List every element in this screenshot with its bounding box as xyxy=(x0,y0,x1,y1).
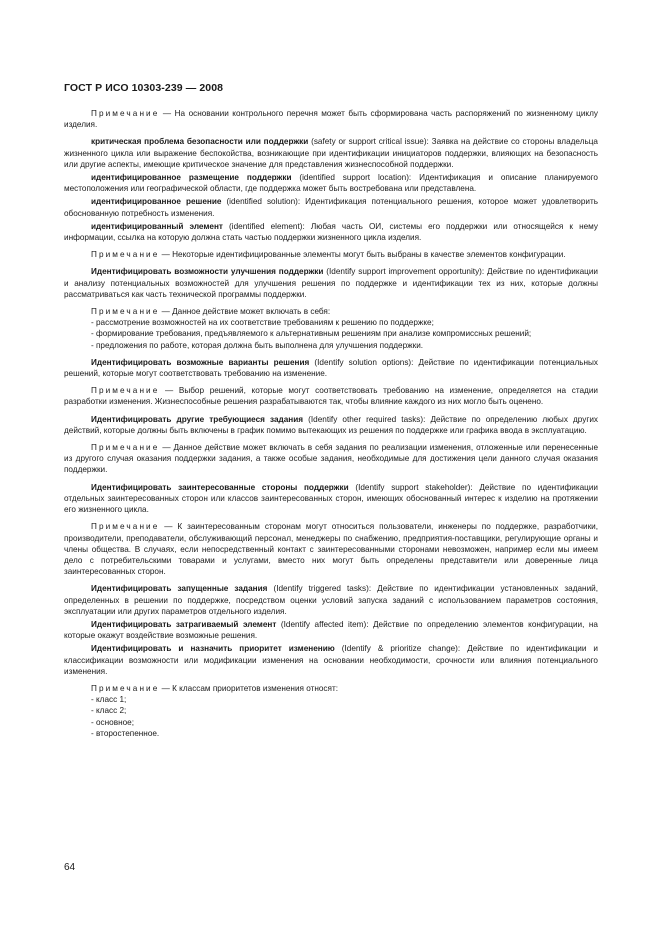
note-4: Примечание — Выбор решений, которые могут соответствовать требованию на изменение, определяется на стадии разработки изменения. Жизнеспособные решения разрабатываются так, чтобы влияние каждого из них могло быть оценено. xyxy=(64,386,598,407)
note-label: Примечание xyxy=(91,250,160,260)
note-label: Примечание xyxy=(91,443,160,453)
definition-triggered-tasks: Идентифицировать запущенные задания (Identify triggered tasks): Действие по идентификации установленных заданий, определенных в решении по поддержке, посредством оценки условий запуска заданий с использованием параметров состояния, эксплуатации или других параметров отдельного изделия. xyxy=(64,584,598,616)
definition-support-stakeholder: Идентифицировать заинтересованные стороны поддержки (Identify support stakeholder): Действие по идентификации отдельных заинтересованных сторон или классов заинтересованных сторон, имеющих обоснованный интерес к изделию на протяжении его жизненного цикла. xyxy=(64,482,598,515)
note-7: Примечание — К классам приоритетов изменения относят: xyxy=(91,683,338,693)
term: критическая проблема безопасности или поддержки xyxy=(91,137,309,147)
term: идентифицированный элемент xyxy=(91,221,223,231)
note-3: Примечание — Данное действие может включать в себя: xyxy=(91,307,331,317)
page-body xyxy=(64,108,598,739)
note-2: Примечание — Некоторые идентифицированные элементы могут быть выбраны в качестве элементов конфигурации. xyxy=(91,250,566,260)
note-1: Примечание — На основании контрольного перечня может быть сформирована часть распоряжений по жизненному циклу изделия. xyxy=(64,109,598,130)
list-item: - второстепенное. xyxy=(91,728,160,738)
term: идентифицированное решение xyxy=(91,197,222,207)
definition-affected-item: Идентифицировать затрагиваемый элемент (Identify affected item): Действие по определению элементов конфигурации, на которые окажут воздействие возможные решения. xyxy=(64,619,598,641)
note-label: Примечание xyxy=(91,307,160,317)
term: Идентифицировать возможные варианты решения xyxy=(91,357,310,367)
term: Идентифицировать возможности улучшения поддержки xyxy=(91,267,324,277)
term: идентифицированное размещение поддержки xyxy=(91,173,292,183)
definition-identified-solution: идентифицированное решение (identified solution): Идентификация потенциального решения, которое может удовлетворить обоснованную потребность изменения. xyxy=(64,197,599,218)
list-item: - основное; xyxy=(91,717,134,727)
note-label: Примечание xyxy=(91,522,160,532)
term: Идентифицировать и назначить приоритет изменению xyxy=(91,644,335,654)
note-5: Примечание — Данное действие может включать в себя задания по реализации изменения, отложенные или перенесенные из другого случая оказания поддержки задания, а также особые задания, необходимые для достижения цели данного случая оказания поддержки. xyxy=(64,443,598,475)
list-item: - класс 2; xyxy=(91,706,127,716)
note-label: Примечание xyxy=(91,683,160,693)
definition-support-improvement: Идентифицировать возможности улучшения поддержки (Identify support improvement opportunity): Действие по идентификации и анализу потенциальных возможностей для улучшения решения по поддержке и идентификации тех из них, которые должны рассматриваться как часть технической программы поддержки. xyxy=(64,267,598,299)
list-item: - предложения по работе, которая должна быть выполнена для улучшения поддержки. xyxy=(91,340,424,350)
list-item: - формирование требования, предъявляемого к альтернативным решениям при анализе компромиссных решений; xyxy=(91,329,532,339)
note-label: Примечание xyxy=(91,386,160,396)
definition-identified-element: идентифицированный элемент (identified element): Любая часть ОИ, системы его поддержки или относящейся к нему информации, ссылка на которую должна стать частью поддержки жизненного цикла изделия. xyxy=(64,221,598,243)
list-item: - рассмотрение возможностей на их соответствие требованиям к решению по поддержке; xyxy=(91,318,434,328)
page-number: 64 xyxy=(64,862,76,873)
term: Идентифицировать запущенные задания xyxy=(91,584,268,594)
definition-prioritize-change: Идентифицировать и назначить приоритет изменению (Identify & prioritize change): Действие по идентификации и классификации возможности или модификации изменения на основании необходимости, срочности или влияния потенциального изменения. xyxy=(64,644,598,676)
list-item: - класс 1; xyxy=(91,695,127,705)
definition-support-location: идентифицированное размещение поддержки (identified support location): Идентификация и описание планируемого местоположения или географической области, где поддержка может быть востребована или представлена. xyxy=(64,173,598,194)
term: Идентифицировать затрагиваемый элемент xyxy=(91,619,277,629)
note-label: Примечание xyxy=(91,109,160,118)
term: Идентифицировать другие требующиеся задания xyxy=(91,414,304,424)
note-6: Примечание — К заинтересованным сторонам могут относиться пользователи, инженеры по поддержке, разработчики, производители, преподаватели, обслуживающий персонал, менеджеры по снабжению, предприятия-поставщики, регулирующие органы и члены общества. В случаях, если непосредственный контакт с заинтересованными сторонами невозможен, например если мы имеем дело с потребительскими товарами и услугами, вместо них могут быть определены представители или доверенные лица заинтересованных сторон. xyxy=(64,522,598,577)
page-header: ГОСТ Р ИСО 10303-239 — 2008 xyxy=(64,82,224,94)
definition-solution-options: Идентифицировать возможные варианты решения (Identify solution options): Действие по идентификации потенциальных решений, которые могут соответствовать требованию на изменение. xyxy=(64,357,599,379)
definition-other-tasks: Идентифицировать другие требующиеся задания (Identify other required tasks): Действие по определению любых других действий, которые должны быть включены в график помимо вытекающих из решения по поддержке или графика ввода в эксплуатацию. xyxy=(64,414,599,435)
definition-critical-issue: критическая проблема безопасности или поддержки (safety or support critical issue): Заявка на действие со стороны владельца жизненного цикла или выражение беспокойства, возникающие при идентификации инициаторов поддержки, влияющих на безопасность или другие аспекты, имеющие критическое значение для представления жизнеспособной поддержки. xyxy=(64,137,598,169)
term: Идентифицировать заинтересованные стороны поддержки xyxy=(91,482,349,492)
